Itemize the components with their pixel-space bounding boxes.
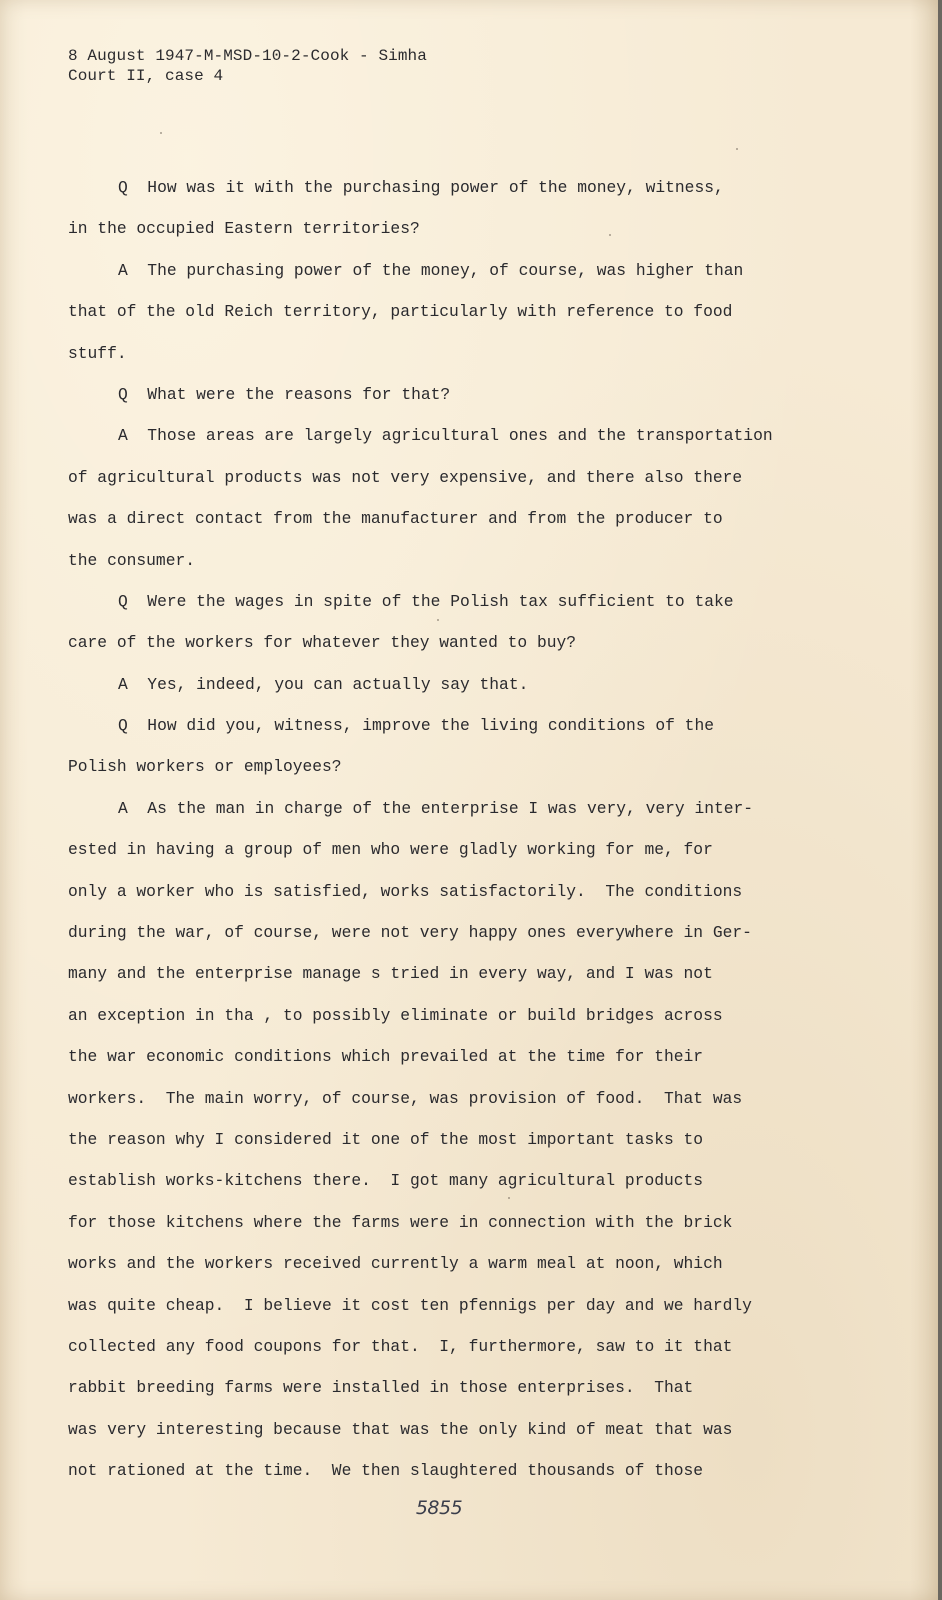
transcript-line: in the occupied Eastern territories? bbox=[68, 219, 420, 239]
transcript-line: works and the workers received currently a warm meal at noon, which bbox=[68, 1254, 723, 1274]
transcript-line: care of the workers for whatever they wanted to buy? bbox=[68, 633, 577, 653]
transcript-line: workers. The main worry, of course, was provision of food. That was bbox=[68, 1088, 743, 1108]
transcript-line: many and the enterprise manage s tried in every way, and I was not bbox=[68, 964, 713, 984]
transcript-line: the war economic conditions which prevailed at the time for their bbox=[68, 1047, 704, 1067]
paper-speck bbox=[437, 619, 439, 621]
transcript-line: the reason why I considered it one of the most important tasks to bbox=[68, 1129, 704, 1149]
transcript-line: was a direct contact from the manufacturer and from the producer to bbox=[68, 509, 723, 529]
transcript-line: for those kitchens where the farms were in connection with the brick bbox=[68, 1212, 733, 1232]
paper-speck bbox=[609, 234, 611, 236]
transcript-line: A Those areas are largely agricultural ones and the transportation bbox=[118, 426, 773, 446]
transcript-line: rabbit breeding farms were installed in those enterprises. That bbox=[68, 1378, 694, 1398]
transcript-line: A The purchasing power of the money, of course, was higher than bbox=[118, 260, 744, 280]
transcript-line: Polish workers or employees? bbox=[68, 757, 342, 777]
transcript-line: establish works-kitchens there. I got many agricultural products bbox=[68, 1171, 704, 1191]
transcript-line: stuff. bbox=[68, 343, 127, 363]
paper-speck bbox=[160, 132, 162, 134]
transcript-line: Q How did you, witness, improve the living conditions of the bbox=[118, 716, 714, 736]
transcript-line: was very interesting because that was the only kind of meat that was bbox=[68, 1419, 733, 1439]
document-header bbox=[68, 46, 427, 86]
transcript-line: ested in having a group of men who were gladly working for me, for bbox=[68, 840, 713, 860]
transcript-line: Q Were the wages in spite of the Polish tax sufficient to take bbox=[118, 591, 734, 611]
page-number: 5855 bbox=[415, 1497, 463, 1519]
paper-speck bbox=[736, 148, 738, 150]
paper-speck bbox=[508, 1197, 510, 1199]
transcript-line: was quite cheap. I believe it cost ten pfennigs per day and we hardly bbox=[68, 1295, 752, 1315]
header-line-2: Court II, case 4 bbox=[68, 67, 224, 85]
transcript-line: collected any food coupons for that. I, furthermore, saw to it that bbox=[68, 1336, 733, 1356]
transcript-line: A Yes, indeed, you can actually say that. bbox=[118, 674, 529, 694]
transcript-line: only a worker who is satisfied, works satisfactorily. The conditions bbox=[68, 881, 743, 901]
transcript-line: Q What were the reasons for that? bbox=[118, 384, 451, 404]
transcript-line: that of the old Reich territory, particularly with reference to food bbox=[68, 302, 733, 322]
transcript-line: A As the man in charge of the enterprise I was very, very inter- bbox=[118, 798, 754, 818]
transcript-line: Q How was it with the purchasing power of the money, witness, bbox=[118, 178, 724, 197]
transcript-body bbox=[68, 167, 848, 1492]
transcript-line: the consumer. bbox=[68, 550, 196, 570]
header-line-1: 8 August 1947-M-MSD-10-2-Cook - Simha bbox=[68, 47, 427, 65]
transcript-line: not rationed at the time. We then slaughtered thousands of those bbox=[68, 1461, 704, 1481]
transcript-line: during the war, of course, were not very happy ones everywhere in Ger- bbox=[68, 923, 752, 943]
transcript-line: of agricultural products was not very expensive, and there also there bbox=[68, 467, 743, 487]
transcript-line: an exception in tha , to possibly eliminate or build bridges across bbox=[68, 1005, 723, 1025]
